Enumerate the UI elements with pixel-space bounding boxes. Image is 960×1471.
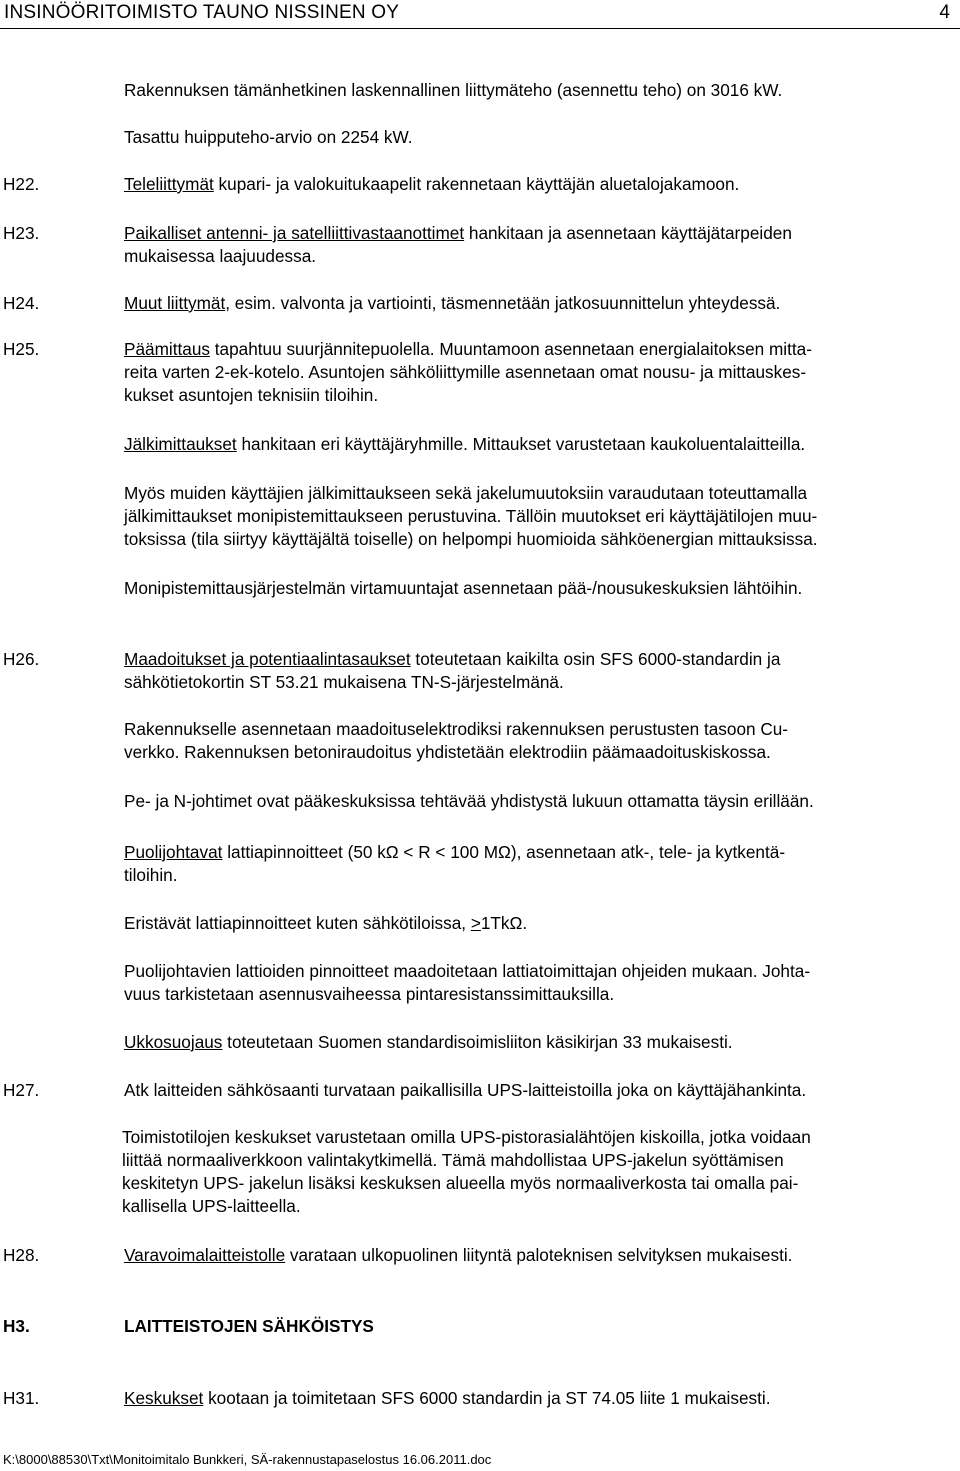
header-rule (0, 28, 960, 29)
h26-p5: Eristävät lattiapinnoitteet kuten sähkötiloissa, >1TkΩ. (124, 913, 528, 933)
section-code-h3: H3. (3, 1316, 30, 1336)
h31-term: Keskukset (124, 1388, 204, 1408)
section-code-h24: H24. (3, 293, 40, 313)
section-code-h25: H25. (3, 339, 40, 359)
h25-p3-line-2: jälkimittaukset monipistemittaukseen perustuvina. Tällöin muutokset eri käyttäjätilojen muu- (124, 506, 818, 526)
section-code-h28: H28. (3, 1245, 40, 1265)
page-header (0, 0, 960, 26)
section-code-h22: H22. (3, 174, 40, 194)
h26-p6-line-1: Puolijohtavien lattioiden pinnoitteet maadoitetaan lattiatoimittajan ohjeiden mukaan. Johta- (124, 961, 811, 981)
h31-text: Keskukset kootaan ja toimitetaan SFS 6000 standardin ja ST 74.05 liite 1 mukaisesti. (124, 1388, 771, 1408)
h28-term: Varavoimalaitteistolle (124, 1245, 286, 1265)
h26-p6-line-2: vuus tarkistetaan asennusvaiheessa pintaresistanssimittauksilla. (124, 984, 615, 1004)
h23-term: Paikalliset antenni- ja satelliittivastaanottimet (124, 223, 465, 243)
intro-line-2: Tasattu huipputeho-arvio on 2254 kW. (124, 127, 413, 147)
h24-term: Muut liittymät (124, 293, 226, 313)
h25-text-line-3: kukset asuntojen teknisiin tiloihin. (124, 385, 379, 405)
h26-p2-line-1: Rakennukselle asennetaan maadoituselektrodiksi rakennuksen perustusten tasoon Cu- (124, 719, 789, 739)
gte-sign: > (470, 913, 481, 933)
page-number: 4 (939, 2, 950, 23)
section-title-h3: LAITTEISTOJEN SÄHKÖISTYS (124, 1316, 374, 1336)
section-code-h27: H27. (3, 1080, 40, 1100)
h26-p4-term: Puolijohtavat (124, 842, 223, 862)
h25-p3-line-1: Myös muiden käyttäjien jälkimittaukseen sekä jakelumuutoksiin varaudutaan toteuttamalla (124, 483, 808, 503)
h24-text: Muut liittymät, esim. valvonta ja vartiointi, täsmennetään jatkosuunnittelun yhteydessä. (124, 293, 781, 313)
h25-term: Päämittaus (124, 339, 210, 359)
h26-text: Maadoitukset ja potentiaalintasaukset toteutetaan kaikilta osin SFS 6000-standardin ja (124, 649, 781, 669)
h27-p2-line-3: keskitetyn UPS- jakelun lisäksi keskuksen alueella myös normaaliverkosta tai omalla pai- (122, 1173, 799, 1193)
company-name: INSINÖÖRITOIMISTO TAUNO NISSINEN OY (4, 2, 400, 23)
h25-p2-term: Jälkimittaukset (124, 434, 237, 454)
h26-p4: Puolijohtavat lattiapinnoitteet (50 kΩ < R < 100 MΩ), asennetaan atk-, tele- ja kytkentä- (124, 842, 786, 862)
h25-p3-line-3: toksissa (tila siirtyy käyttäjältä toiselle) on helpompi huomioida sähköenergian mittauksissa. (124, 529, 818, 549)
h26-text-line-2: sähkötietokortin ST 53.21 mukaisena TN-S-järjestelmänä. (124, 672, 564, 692)
h22-term: Teleliittymät (124, 174, 214, 194)
h27-p2-line-2: liittää normaaliverkkoon valintakytkimellä. Tämä mahdollistaa UPS-jakelun syöttämisen (122, 1150, 784, 1170)
h25-text: Päämittaus tapahtuu suurjännitepuolella. Muuntamoon asennetaan energialaitoksen mitta- (124, 339, 812, 359)
h23-text-line-2: mukaisessa laajuudessa. (124, 246, 317, 266)
h26-p7: Ukkosuojaus toteutetaan Suomen standardisoimisliiton käsikirjan 33 mukaisesti. (124, 1032, 733, 1052)
h27-p2-line-4: kallisella UPS-laitteella. (122, 1196, 301, 1216)
intro-line-1: Rakennuksen tämänhetkinen laskennallinen liittymäteho (asennettu teho) on 3016 kW. (124, 80, 783, 100)
h26-p2-line-2: verkko. Rakennuksen betoniraudoitus yhdistetään elektrodiin päämaadoituskiskossa. (124, 742, 771, 762)
h26-p4-line-2: tiloihin. (124, 865, 178, 885)
footer-file-path: K:\8000\88530\Txt\Monitoimitalo Bunkkeri, SÄ-rakennustapaselostus 16.06.2011.doc (3, 1452, 492, 1467)
section-code-h26: H26. (3, 649, 40, 669)
section-code-h23: H23. (3, 223, 40, 243)
h25-text-line-2: reita varten 2-ek-kotelo. Asuntojen sähköliittymille asennetaan omat nousu- ja mittauskes- (124, 362, 807, 382)
h26-p3: Pe- ja N-johtimet ovat pääkeskuksissa tehtävää yhdistystä lukuun ottamatta täysin erillään. (124, 791, 814, 811)
h27-p2-line-1: Toimistotilojen keskukset varustetaan omilla UPS-pistorasialähtöjen kiskoilla, jotka voidaan (122, 1127, 811, 1147)
h25-p4: Monipistemittausjärjestelmän virtamuuntajat asennetaan pää-/nousukeskuksien lähtöihin. (124, 578, 803, 598)
h27-text: Atk laitteiden sähkösaanti turvataan paikallisilla UPS-laitteistoilla joka on käyttäjähankinta. (124, 1080, 807, 1100)
h23-text: Paikalliset antenni- ja satelliittivastaanottimet hankitaan ja asennetaan käyttäjätarpeiden (124, 223, 792, 243)
section-code-h31: H31. (3, 1388, 40, 1408)
h22-text: Teleliittymät kupari- ja valokuitukaapelit rakennetaan käyttäjän aluetalojakamoon. (124, 174, 740, 194)
h28-text: Varavoimalaitteistolle varataan ulkopuolinen liityntä paloteknisen selvityksen mukaisesti. (124, 1245, 793, 1265)
h25-p2: Jälkimittaukset hankitaan eri käyttäjäryhmille. Mittaukset varustetaan kaukoluentalaitteilla. (124, 434, 806, 454)
h26-p7-term: Ukkosuojaus (124, 1032, 223, 1052)
h26-term: Maadoitukset ja potentiaalintasaukset (124, 649, 411, 669)
